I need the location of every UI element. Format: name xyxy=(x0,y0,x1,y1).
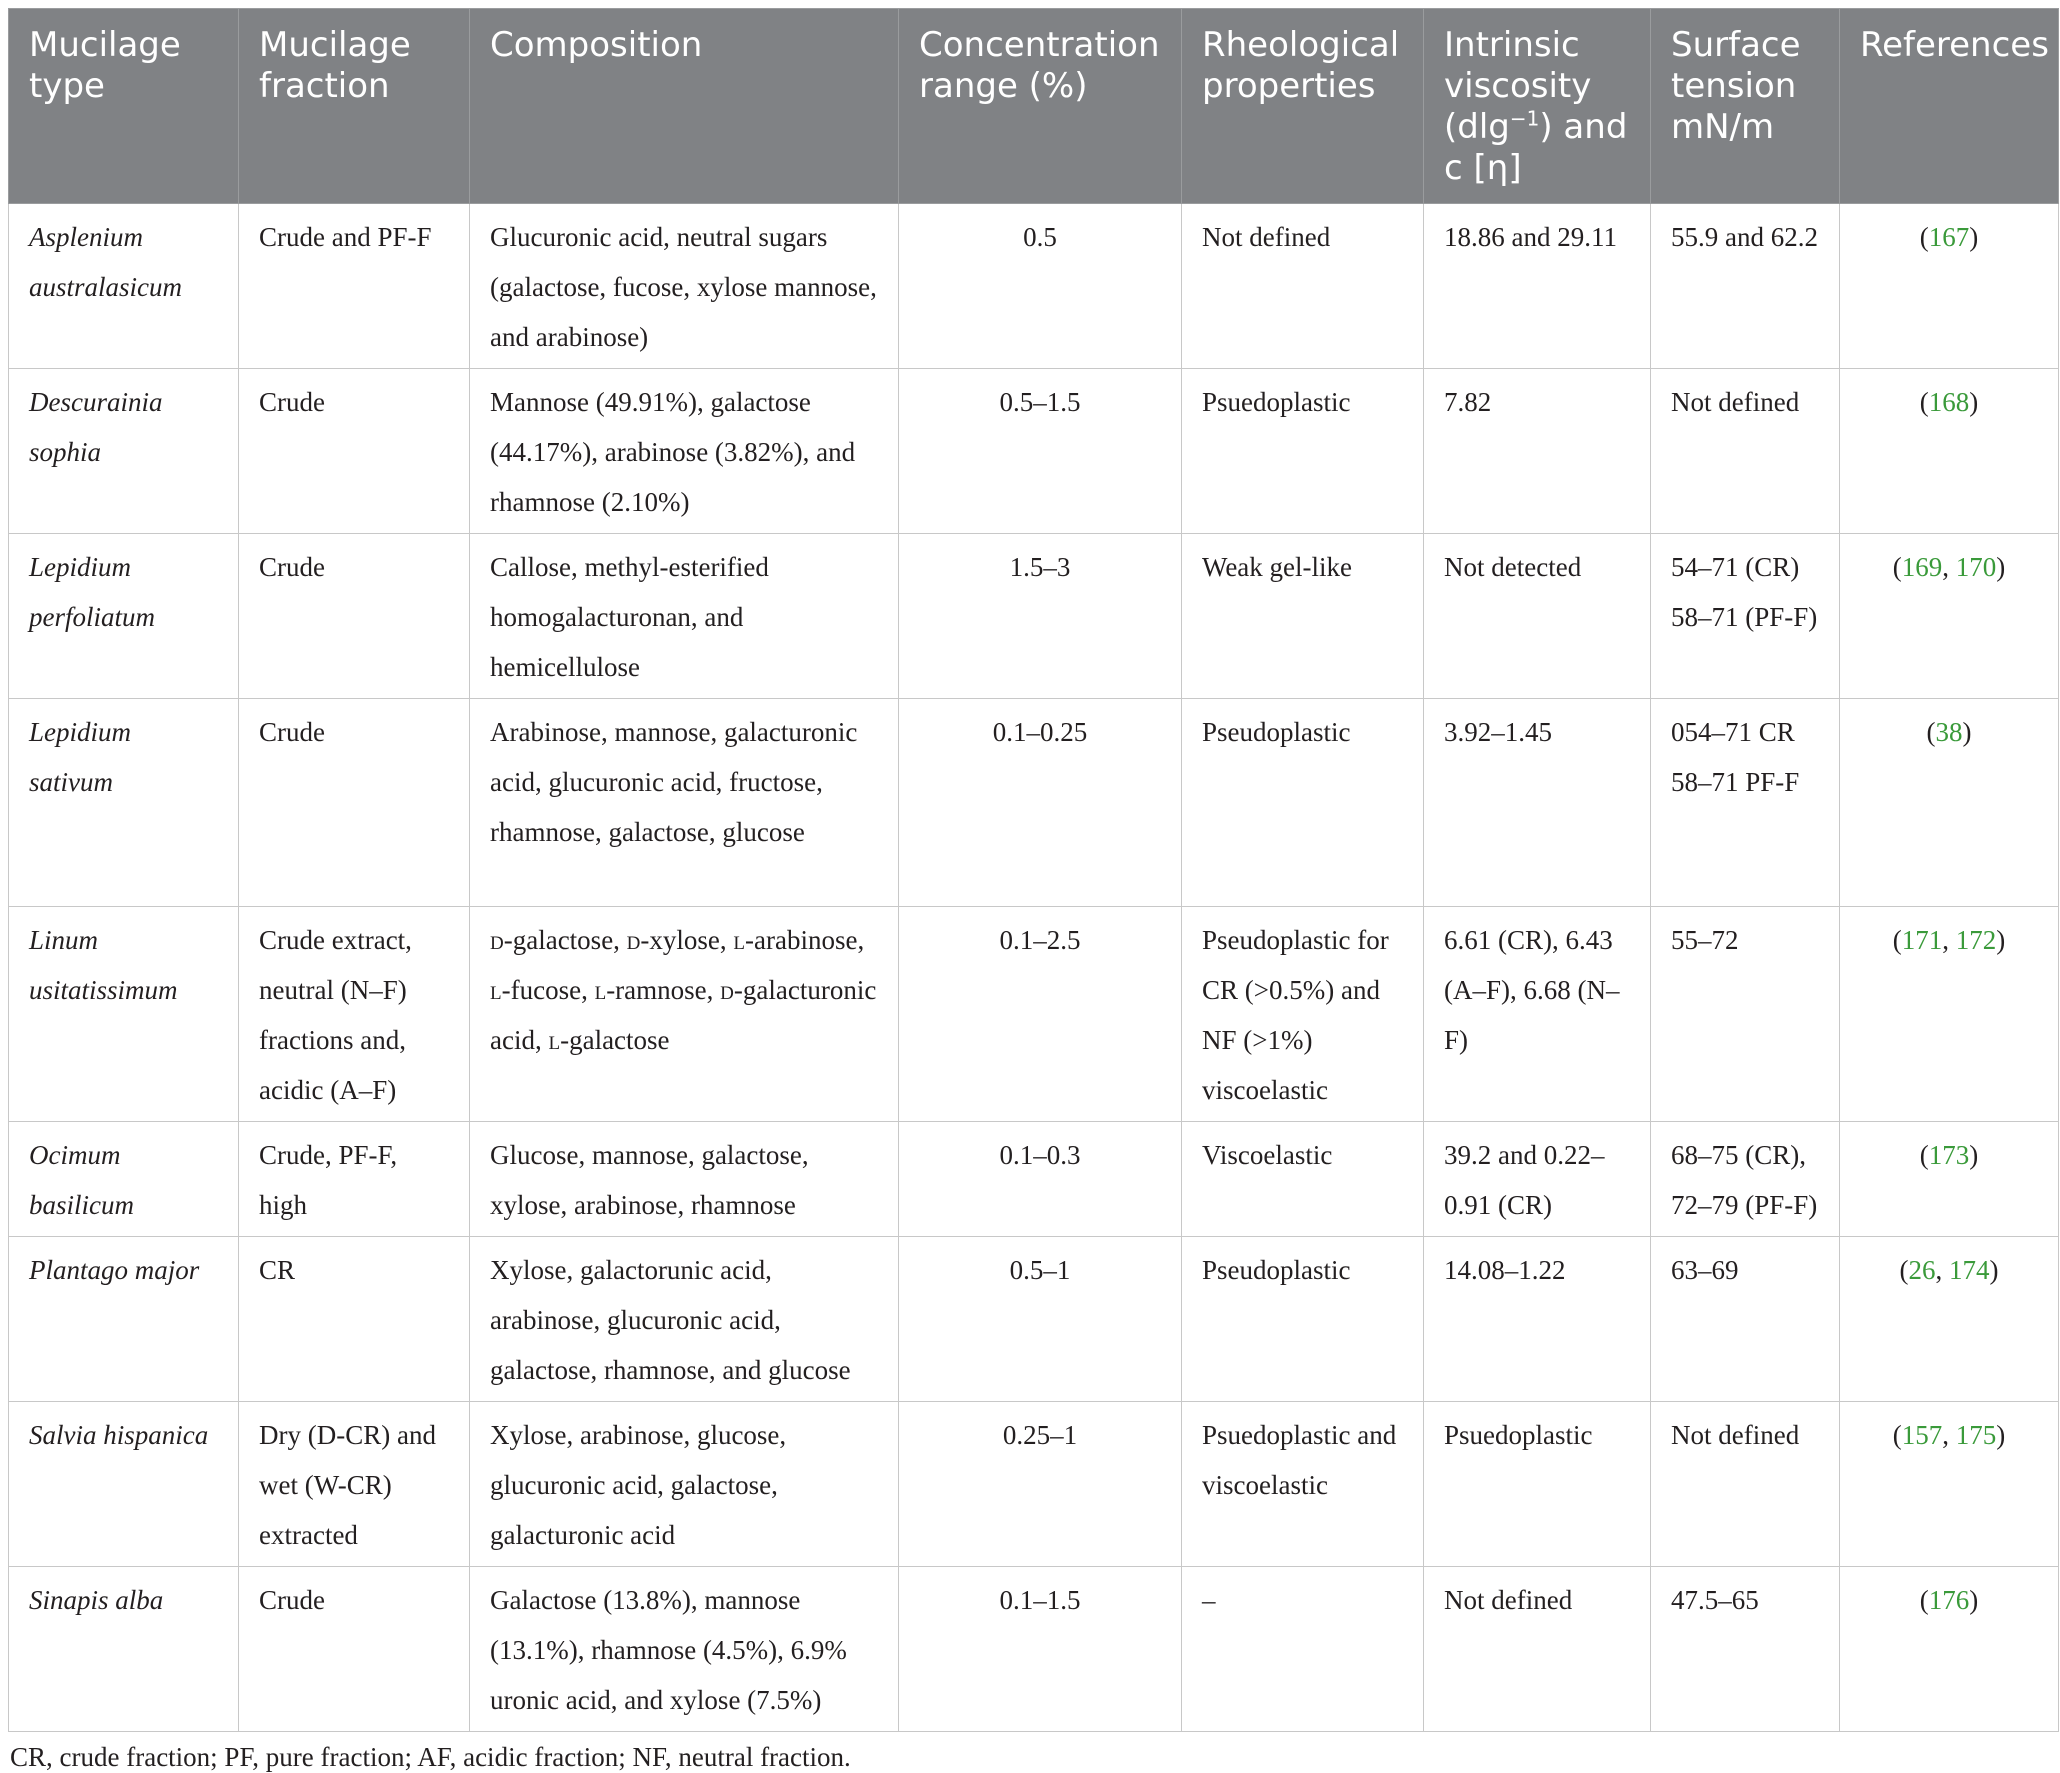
reference-link[interactable]: 175 xyxy=(1955,1420,1997,1450)
cell-surface-tension xyxy=(1651,699,1840,907)
cell-concentration: 0.1–0.3 xyxy=(899,1122,1182,1237)
composition-part: -fucose, xyxy=(501,975,595,1005)
table-row xyxy=(9,907,2059,1122)
reference-link[interactable]: 167 xyxy=(1928,222,1970,252)
ref-open: ( xyxy=(1892,925,1902,955)
cell-concentration: 0.1–0.25 xyxy=(899,699,1182,907)
ref-open: ( xyxy=(1892,1420,1902,1450)
stereo-prefix: d xyxy=(626,925,641,955)
cell-rheology: Not defined xyxy=(1182,204,1424,369)
cell-rheology: Viscoelastic xyxy=(1182,1122,1424,1237)
cell-composition xyxy=(470,907,899,1122)
table-row xyxy=(9,204,2059,369)
reference-link[interactable]: 157 xyxy=(1901,1420,1943,1450)
cell-mucilage-type: Linum usitatissimum xyxy=(9,907,239,1122)
cell-mucilage-fraction: Crude xyxy=(239,534,470,699)
cell-rheology: Pseudoplastic xyxy=(1182,1237,1424,1402)
cell-references xyxy=(1840,1567,2059,1732)
reference-link[interactable]: 171 xyxy=(1901,925,1943,955)
cell-viscosity: 3.92–1.45 xyxy=(1424,699,1651,907)
header-composition: Composition xyxy=(470,9,899,204)
ref-open: ( xyxy=(1919,222,1929,252)
ref-close: ) xyxy=(1969,1585,1979,1615)
surface-tension-line: 054–71 CR xyxy=(1671,717,1795,747)
ref-close: ) xyxy=(1989,1255,1999,1285)
ref-close: ) xyxy=(1969,222,1979,252)
cell-viscosity: 39.2 and 0.22–0.91 (CR) xyxy=(1424,1122,1651,1237)
composition-part: -galactose, xyxy=(503,925,627,955)
cell-mucilage-fraction: Crude, PF-F, high xyxy=(239,1122,470,1237)
cell-concentration: 0.5 xyxy=(899,204,1182,369)
cell-composition: Glucuronic acid, neutral sugars (galactose, fucose, xylose mannose, and arabinose) xyxy=(470,204,899,369)
cell-viscosity: Psuedoplastic xyxy=(1424,1402,1651,1567)
table-row xyxy=(9,1567,2059,1732)
ref-close: ) xyxy=(1996,1420,2006,1450)
cell-viscosity: 18.86 and 29.11 xyxy=(1424,204,1651,369)
cell-rheology: Psuedoplastic and viscoelastic xyxy=(1182,1402,1424,1567)
reference-link[interactable]: 176 xyxy=(1928,1585,1970,1615)
cell-references xyxy=(1840,369,2059,534)
cell-composition: Glucose, mannose, galactose, xylose, arabinose, rhamnose xyxy=(470,1122,899,1237)
cell-mucilage-type: Ocimum basilicum xyxy=(9,1122,239,1237)
cell-surface-tension: 55.9 and 62.2 xyxy=(1651,204,1840,369)
header-row xyxy=(9,9,2059,204)
reference-link[interactable]: 169 xyxy=(1901,552,1943,582)
cell-references xyxy=(1840,534,2059,699)
header-intrinsic-viscosity-part1: Intrinsic viscosity (dlg xyxy=(1444,25,1592,147)
cell-mucilage-type: Salvia hispanica xyxy=(9,1402,239,1567)
ref-close: ) xyxy=(1996,925,2006,955)
cell-mucilage-fraction: Crude xyxy=(239,369,470,534)
stereo-prefix: l xyxy=(594,975,607,1005)
header-concentration-range: Concentration range (%) xyxy=(899,9,1182,204)
cell-viscosity: Not detected xyxy=(1424,534,1651,699)
cell-references xyxy=(1840,907,2059,1122)
cell-viscosity: Not defined xyxy=(1424,1567,1651,1732)
surface-tension-line: 68–75 (CR), xyxy=(1671,1140,1806,1170)
table-row xyxy=(9,369,2059,534)
surface-tension-line: 58–71 (PF-F) xyxy=(1671,602,1818,632)
cell-mucilage-fraction: Crude xyxy=(239,699,470,907)
cell-concentration: 0.5–1.5 xyxy=(899,369,1182,534)
cell-mucilage-type: Asplenium australasicum xyxy=(9,204,239,369)
cell-rheology: Pseudoplastic for CR (>0.5%) and NF (>1%) viscoelastic xyxy=(1182,907,1424,1122)
reference-link[interactable]: 38 xyxy=(1935,717,1963,747)
cell-surface-tension xyxy=(1651,534,1840,699)
stereo-prefix: l xyxy=(733,925,745,955)
cell-mucilage-fraction: Dry (D-CR) and wet (W-CR) extracted xyxy=(239,1402,470,1567)
cell-concentration: 1.5–3 xyxy=(899,534,1182,699)
cell-mucilage-type: Plantago major xyxy=(9,1237,239,1402)
header-mucilage-fraction: Mucilage fraction xyxy=(239,9,470,204)
cell-mucilage-fraction: Crude and PF-F xyxy=(239,204,470,369)
cell-references xyxy=(1840,1402,2059,1567)
cell-surface-tension: Not defined xyxy=(1651,369,1840,534)
ref-open: ( xyxy=(1926,717,1936,747)
cell-mucilage-fraction: CR xyxy=(239,1237,470,1402)
header-rheological-properties: Rheological properties xyxy=(1182,9,1424,204)
cell-viscosity: 7.82 xyxy=(1424,369,1651,534)
cell-references xyxy=(1840,1122,2059,1237)
reference-link[interactable]: 26 xyxy=(1908,1255,1936,1285)
mucilage-table xyxy=(8,8,2059,1732)
stereo-prefix: l xyxy=(490,975,502,1005)
composition-part: -galactose xyxy=(560,1025,670,1055)
composition-part: -arabinose, xyxy=(745,925,865,955)
table-container xyxy=(8,8,2058,1773)
stereo-prefix: d xyxy=(490,925,504,955)
cell-mucilage-fraction: Crude xyxy=(239,1567,470,1732)
cell-surface-tension: 63–69 xyxy=(1651,1237,1840,1402)
cell-mucilage-type: Lepidium sativum xyxy=(9,699,239,907)
cell-mucilage-type: Sinapis alba xyxy=(9,1567,239,1732)
ref-separator: , xyxy=(1942,552,1956,582)
surface-tension-line: 72–79 (PF-F) xyxy=(1671,1190,1818,1220)
cell-concentration: 0.25–1 xyxy=(899,1402,1182,1567)
table-row xyxy=(9,1122,2059,1237)
header-intrinsic-viscosity xyxy=(1424,9,1651,204)
cell-concentration: 0.1–2.5 xyxy=(899,907,1182,1122)
ref-open: ( xyxy=(1919,1585,1929,1615)
cell-surface-tension: 55–72 xyxy=(1651,907,1840,1122)
ref-open: ( xyxy=(1919,1140,1929,1170)
table-row xyxy=(9,1402,2059,1567)
cell-rheology: Psuedoplastic xyxy=(1182,369,1424,534)
ref-open: ( xyxy=(1892,552,1902,582)
ref-open: ( xyxy=(1919,387,1929,417)
ref-separator: , xyxy=(1942,925,1956,955)
ref-open: ( xyxy=(1899,1255,1909,1285)
cell-surface-tension: 47.5–65 xyxy=(1651,1567,1840,1732)
composition-part: -xylose, xyxy=(640,925,734,955)
surface-tension-line: 58–71 PF-F xyxy=(1671,767,1800,797)
ref-close: ) xyxy=(1969,387,1979,417)
cell-concentration: 0.5–1 xyxy=(899,1237,1182,1402)
table-row xyxy=(9,1237,2059,1402)
reference-link[interactable]: 168 xyxy=(1928,387,1970,417)
header-intrinsic-viscosity-sup: −1 xyxy=(1509,106,1540,131)
cell-rheology: Weak gel-like xyxy=(1182,534,1424,699)
cell-surface-tension xyxy=(1651,1122,1840,1237)
cell-surface-tension: Not defined xyxy=(1651,1402,1840,1567)
cell-rheology: – xyxy=(1182,1567,1424,1732)
reference-link[interactable]: 173 xyxy=(1928,1140,1970,1170)
ref-separator: , xyxy=(1942,1420,1956,1450)
table-row xyxy=(9,699,2059,907)
header-mucilage-type: Mucilage type xyxy=(9,9,239,204)
cell-viscosity: 14.08–1.22 xyxy=(1424,1237,1651,1402)
composition-part: -ramnose, xyxy=(606,975,721,1005)
header-references: References xyxy=(1840,9,2059,204)
cell-composition: Arabinose, mannose, galacturonic acid, glucuronic acid, fructose, rhamnose, galactose, glucose xyxy=(470,699,899,907)
ref-close: ) xyxy=(1996,552,2006,582)
header-surface-tension: Surface tension mN/m xyxy=(1651,9,1840,204)
composition-part: -galacturonic acid, xyxy=(490,975,877,1055)
cell-rheology: Pseudoplastic xyxy=(1182,699,1424,907)
cell-composition: Callose, methyl-esterified homogalacturonan, and hemicellulose xyxy=(470,534,899,699)
stereo-prefix: d xyxy=(720,975,734,1005)
cell-viscosity: 6.61 (CR), 6.43 (A–F), 6.68 (N–F) xyxy=(1424,907,1651,1122)
cell-concentration: 0.1–1.5 xyxy=(899,1567,1182,1732)
table-row xyxy=(9,534,2059,699)
reference-link[interactable]: 170 xyxy=(1955,552,1997,582)
cell-references xyxy=(1840,699,2059,907)
reference-link[interactable]: 172 xyxy=(1955,925,1997,955)
ref-close: ) xyxy=(1969,1140,1979,1170)
cell-references xyxy=(1840,1237,2059,1402)
cell-mucilage-fraction: Crude extract, neutral (N–F) fractions and, acidic (A–F) xyxy=(239,907,470,1122)
stereo-prefix: l xyxy=(548,1025,561,1055)
ref-close: ) xyxy=(1962,717,1972,747)
cell-composition: Galactose (13.8%), mannose (13.1%), rhamnose (4.5%), 6.9% uronic acid, and xylose (7.5%) xyxy=(470,1567,899,1732)
reference-link[interactable]: 174 xyxy=(1949,1255,1990,1285)
surface-tension-line: 54–71 (CR) xyxy=(1671,552,1800,582)
cell-composition: Xylose, galactorunic acid, arabinose, glucuronic acid, galactose, rhamnose, and glucose xyxy=(470,1237,899,1402)
cell-composition: Xylose, arabinose, glucose, glucuronic acid, galactose, galacturonic acid xyxy=(470,1402,899,1567)
cell-references xyxy=(1840,204,2059,369)
table-footnote: CR, crude fraction; PF, pure fraction; AF, acidic fraction; NF, neutral fraction. xyxy=(10,1742,851,1772)
cell-mucilage-type: Lepidium perfoliatum xyxy=(9,534,239,699)
ref-separator: , xyxy=(1935,1255,1949,1285)
header-intrinsic-viscosity-part2: ) and c [η] xyxy=(1444,107,1628,188)
cell-composition: Mannose (49.91%), galactose (44.17%), arabinose (3.82%), and rhamnose (2.10%) xyxy=(470,369,899,534)
cell-mucilage-type: Descurainia sophia xyxy=(9,369,239,534)
